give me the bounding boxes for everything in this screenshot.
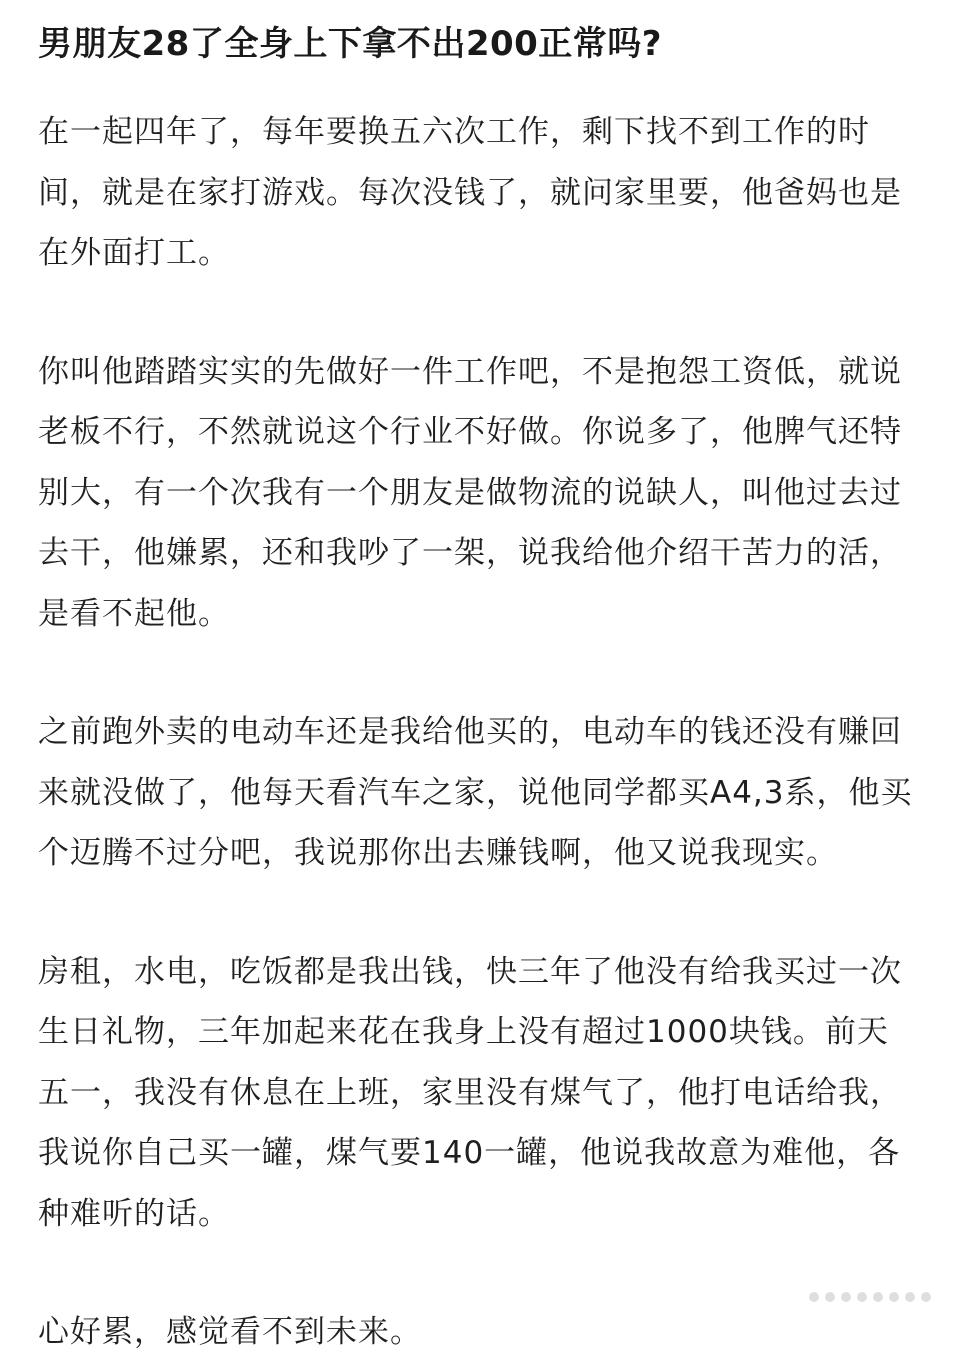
post-title: 男朋友28了全身上下拿不出200正常吗? — [38, 24, 663, 64]
post-paragraph-5: 心好累，感觉看不到未来。 — [38, 1314, 422, 1350]
post-paragraph-2: 你叫他踏踏实实的先做好一件工作吧，不是抱怨工资低，就说老板不行，不然就说这个行业不好做。你说多了，他脾气还特别大，有一个次我有一个朋友是做物流的说缺人，叫他过去过去干，他嫌累，还和我吵了一架，说我给他介绍干苦力的活，是看不起他。 — [38, 353, 902, 632]
post-paragraph-3: 之前跑外卖的电动车还是我给他买的，电动车的钱还没有赚回来就没做了，他每天看汽车之家，说他同学都买A4,3系，他买个迈腾不过分吧，我说那你出去赚钱啊，他又说我现实。 — [38, 714, 913, 871]
post-paragraph-1: 在一起四年了，每年要换五六次工作，剩下找不到工作的时间，就是在家打游戏。每次没钱了，就问家里要，他爸妈也是在外面打工。 — [38, 114, 902, 271]
post-paragraph-4: 房租，水电，吃饭都是我出钱，快三年了他没有给我买过一次生日礼物，三年加起来花在我身上没有超过1000块钱。前天五一，我没有休息在上班，家里没有煤气了，他打电话给我，我说你自己买一罐，煤气要140一罐，他说我故意为难他，各种难听的话。 — [38, 953, 902, 1232]
dots-watermark-icon — [806, 1287, 946, 1307]
